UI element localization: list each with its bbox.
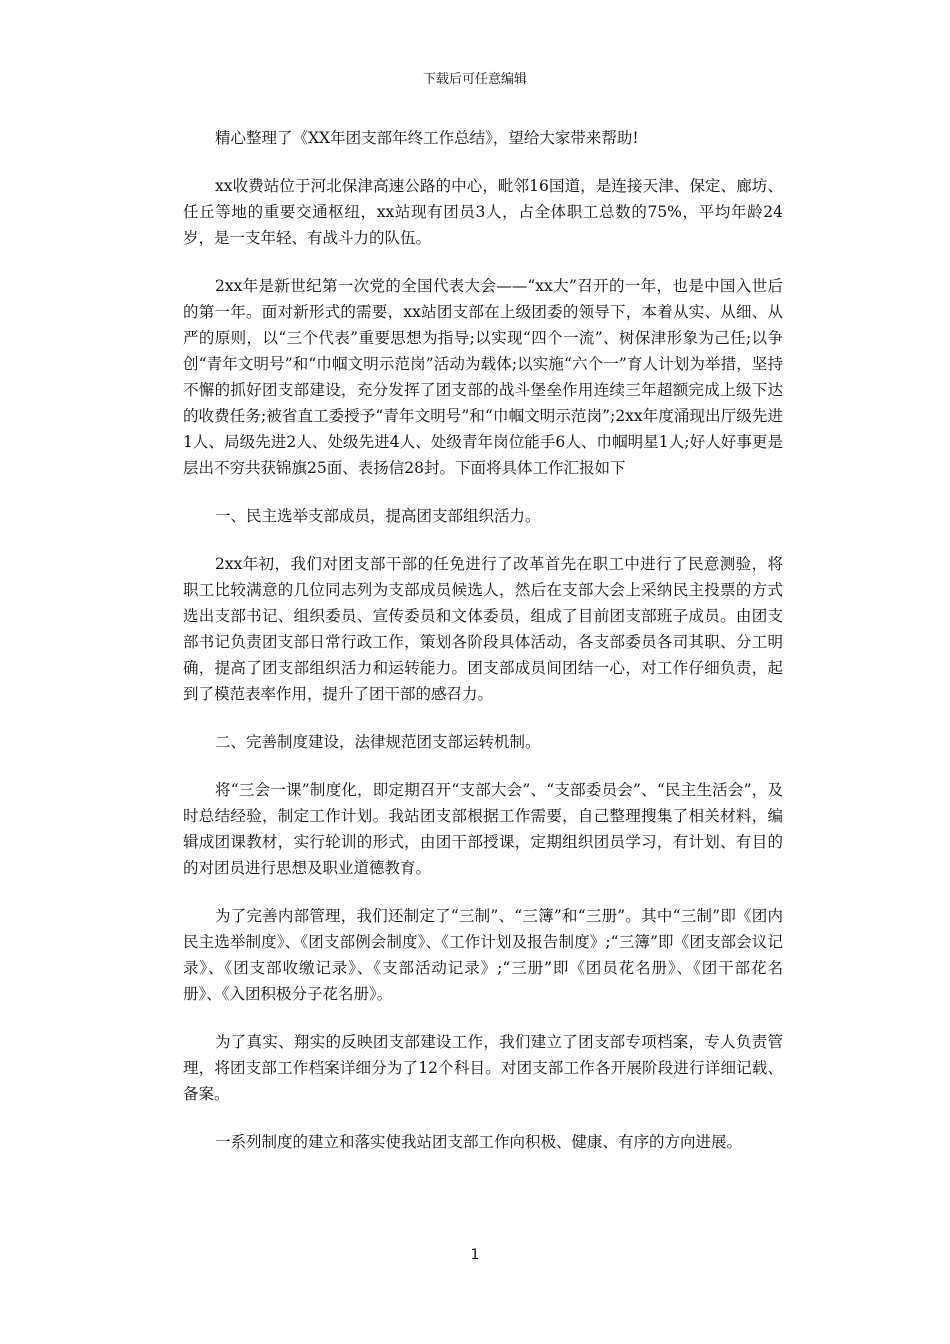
page-header: 下载后可任意编辑 [422,72,527,87]
paragraph-election: 2xx年初，我们对团支部干部的任免进行了改革首先在职工中进行了民意测验，将职工比较满意的几位同志列为支部成员候选人，然后在支部大会上采纳民主投票的方式选出支部书记、组织委员、宣传委员和文体委员，组成了目前团支部班子成员。由团支部书记负责团支部日常行政工作，策划各阶段具体活动，各支部委员各司其职、分工明确，提高了团支部组织活力和运转能力。团支部成员间团结一心，对工作仔细负责，起到了模范表率作用，提升了团干部的感召力。 [183,555,783,703]
paragraph-archives: 为了真实、翔实的反映团支部建设工作，我们建立了团支部专项档案，专人负责管理，将团支部工作档案详细分为了12个科目。对团支部工作各开展阶段进行详细记载、备案。 [183,1033,783,1103]
paragraph-year-summary: 2xx年是新世纪第一次党的全国代表大会——“xx大”召开的一年，也是中国入世后的第一年。面对新形式的需要，xx站团支部在上级团委的领导下，本着从实、从细、从严的原则，以“三个代表”重要思想为指导;以实现“四个一流”、树保津形象为己任;以争创“青年文明号”和“巾帼文明示范岗”活动为载体;以实施“六个一”育人计划为举措，坚持不懈的抓好团支部建设，充分发挥了团支部的战斗堡垒作用连续三年超额完成上级下达的收费任务;被省直工委授予“青年文明号”和“巾帼文明示范岗”;2xx年度涌现出厅级先进1人、局级先进2人、处级先进4人、处级青年岗位能手6人、巾帼明星1人;好人好事更是层出不穷共获锦旗25面、表扬信28封。下面将具体工作汇报如下 [183,277,783,477]
paragraph-internal-management: 为了完善内部管理，我们还制定了“三制”、“三簿”和“三册”。其中“三制”即《团内民主选举制度》、《团支部例会制度》、《工作计划及报告制度》;“三簿”即《团支部会议记录》、《团支部收缴记录》、《支部活动记录》;“三册”即《团员花名册》、《团干部花名册》、《入团积极分子花名册》。 [183,907,783,1003]
paragraph-conclusion: 一系列制度的建立和落实使我站团支部工作向积极、健康、有序的方向进展。 [215,1133,743,1151]
paragraph-station-overview: xx收费站位于河北保津高速公路的中心，毗邻16国道，是连接天津、保定、廊坊、任丘等地的重要交通枢纽，xx站现有团员3人，占全体职工总数的75%，平均年龄24岁，是一支年轻、有战斗力的队伍。 [183,177,783,247]
intro-paragraph: 精心整理了《XX年团支部年终工作总结》，望给大家带来帮助! [215,129,639,147]
section-heading-1: 一、民主选举支部成员，提高团支部组织活力。 [215,507,541,525]
document-body [183,125,783,1177]
paragraph-three-meetings: 将“三会一课”制度化，即定期召开“支部大会”、“支部委员会”、“民主生活会”，及时总结经验，制定工作计划。我站团支部根据工作需要，自己整理搜集了相关材料，编辑成团课教材，实行轮训的形式，由团干部授课，定期组织团员学习，有计划、有目的的对团员进行思想及职业道德教育。 [183,781,783,877]
section-heading-2: 二、完善制度建设，法律规范团支部运转机制。 [215,733,541,751]
page-number: 1 [470,1247,480,1263]
